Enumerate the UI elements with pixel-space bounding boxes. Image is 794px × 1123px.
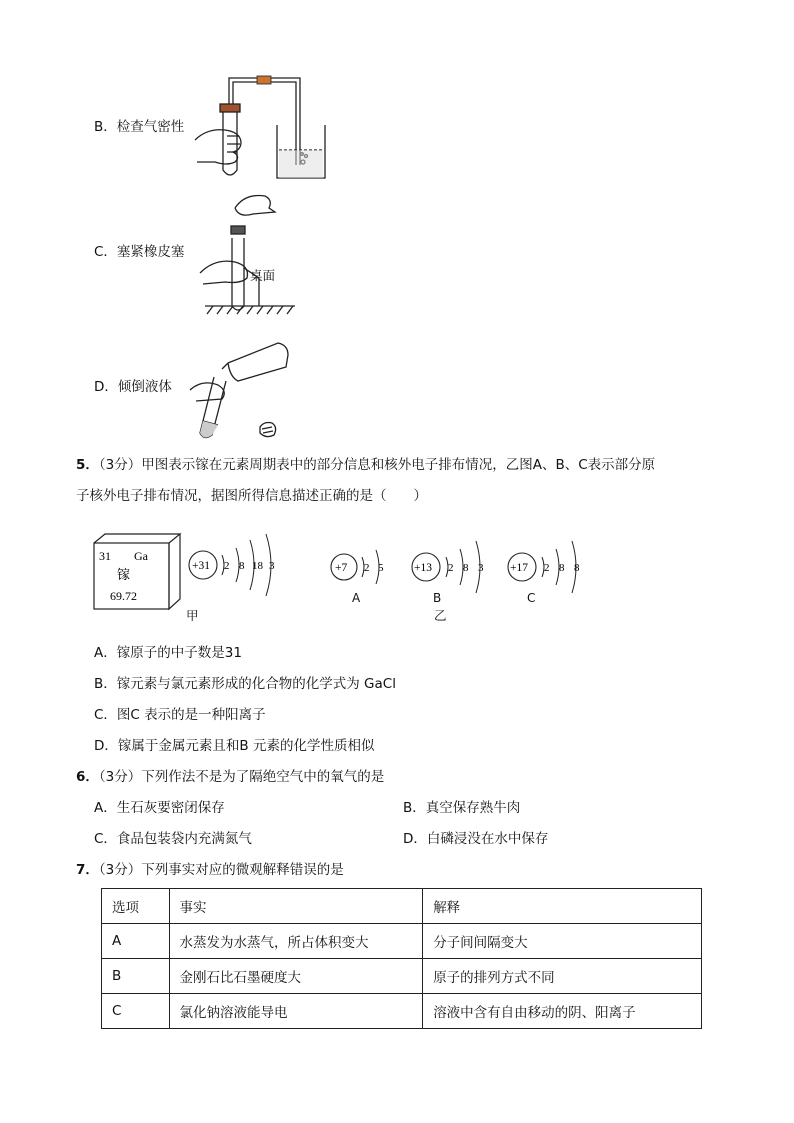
row-a-explanation: 分子间间隔变大: [423, 924, 702, 959]
gallium-shell-3: 18: [252, 560, 263, 572]
atom-a-shell-1: 2: [364, 562, 370, 574]
gallium-nucleus: +31: [192, 560, 210, 572]
q5-option-c: C．图C 表示的是一种阳离子: [94, 707, 266, 723]
gallium-atom-diagram: [186, 528, 286, 608]
row-c-explanation: 溶液中含有自由移动的阴、阳离子: [423, 994, 702, 1029]
atom-a-diagram: [328, 540, 398, 596]
q6-option-d: D．白磷浸没在水中保存: [403, 831, 549, 847]
gallium-shell-4: 3: [269, 560, 275, 572]
option-b-label: B．检查气密性: [94, 119, 185, 135]
atom-b-shell-1: 2: [448, 562, 454, 574]
element-name: 镓: [117, 567, 131, 582]
header-fact: 事实: [169, 889, 423, 924]
gallium-shell-1: 2: [224, 560, 230, 572]
q6-option-a: A．生石灰要密闭保存: [94, 800, 225, 816]
atom-c-nucleus: +17: [510, 562, 528, 574]
atom-a-shell-2: 5: [378, 562, 384, 574]
option-c-label: C．塞紧橡皮塞: [94, 244, 185, 260]
row-c-fact: 氯化钠溶液能导电: [169, 994, 423, 1029]
q5-option-b: B．镓元素与氯元素形成的化合物的化学式为 GaCl: [94, 676, 396, 692]
row-a-fact: 水蒸发为水蒸气，所占体积变大: [169, 924, 423, 959]
question-5-stem-line2: 子核外电子排布情况，据图所得信息描述正确的是（ ）: [76, 488, 427, 504]
header-option: 选项: [102, 889, 170, 924]
diagram-jia-caption: 甲: [186, 608, 199, 623]
q5-option-a: A．镓原子的中子数是31: [94, 645, 242, 661]
gallium-element-card: [93, 533, 183, 611]
question-7-number: 7．: [76, 862, 99, 878]
q6-option-c: C．食品包装袋内充满氮气: [94, 831, 252, 847]
question-6-stem: 6．（3分）下列作法不是为了隔绝空气中的氧气的是: [76, 769, 385, 785]
stopper-insert-illustration: [195, 188, 305, 318]
option-d-label: D．倾倒液体: [94, 379, 172, 395]
question-5-number: 5．: [76, 457, 99, 473]
diagram-yi-caption: 乙: [434, 608, 447, 623]
table-row: [102, 959, 702, 994]
atom-c-shell-3: 8: [574, 562, 580, 574]
table-surface-label: 桌面: [250, 268, 276, 283]
header-explanation: 解释: [423, 889, 702, 924]
airtightness-check-illustration: [185, 70, 335, 185]
pour-liquid-illustration: [188, 335, 298, 445]
atom-b-diagram: [410, 535, 495, 601]
atom-c-diagram: [506, 535, 591, 601]
atomic-number: 31: [99, 549, 111, 563]
row-b-fact: 金刚石比石墨硬度大: [169, 959, 423, 994]
atom-c-label: C: [527, 591, 536, 605]
table-header-row: [102, 889, 702, 924]
question-5-stem-line1: 5．（3分）甲图表示镓在元素周期表中的部分信息和核外电子排布情况，乙图A、B、C表示部分原: [76, 457, 656, 473]
atom-b-shell-2: 8: [463, 562, 469, 574]
q5-option-d: D．镓属于金属元素且和B 元素的化学性质相似: [94, 738, 375, 754]
row-b-explanation: 原子的排列方式不同: [423, 959, 702, 994]
atom-c-shell-1: 2: [544, 562, 550, 574]
row-c-option: C: [102, 994, 170, 1029]
q6-option-b: B．真空保存熟牛肉: [403, 800, 521, 816]
question-7-stem: 7．（3分）下列事实对应的微观解释错误的是: [76, 862, 344, 878]
facts-explanation-table: [101, 888, 702, 1029]
table-row: [102, 994, 702, 1029]
atom-a-nucleus: +7: [335, 562, 348, 574]
row-b-option: B: [102, 959, 170, 994]
atom-b-shell-3: 3: [478, 562, 484, 574]
gallium-shell-2: 8: [239, 560, 245, 572]
atom-b-label: B: [433, 591, 442, 605]
atomic-mass: 69.72: [110, 589, 137, 603]
atom-a-label: A: [352, 591, 361, 605]
element-symbol: Ga: [134, 549, 148, 563]
atom-c-shell-2: 8: [559, 562, 565, 574]
table-row: [102, 924, 702, 959]
atom-b-nucleus: +13: [414, 562, 432, 574]
row-a-option: A: [102, 924, 170, 959]
question-6-number: 6．: [76, 769, 99, 785]
